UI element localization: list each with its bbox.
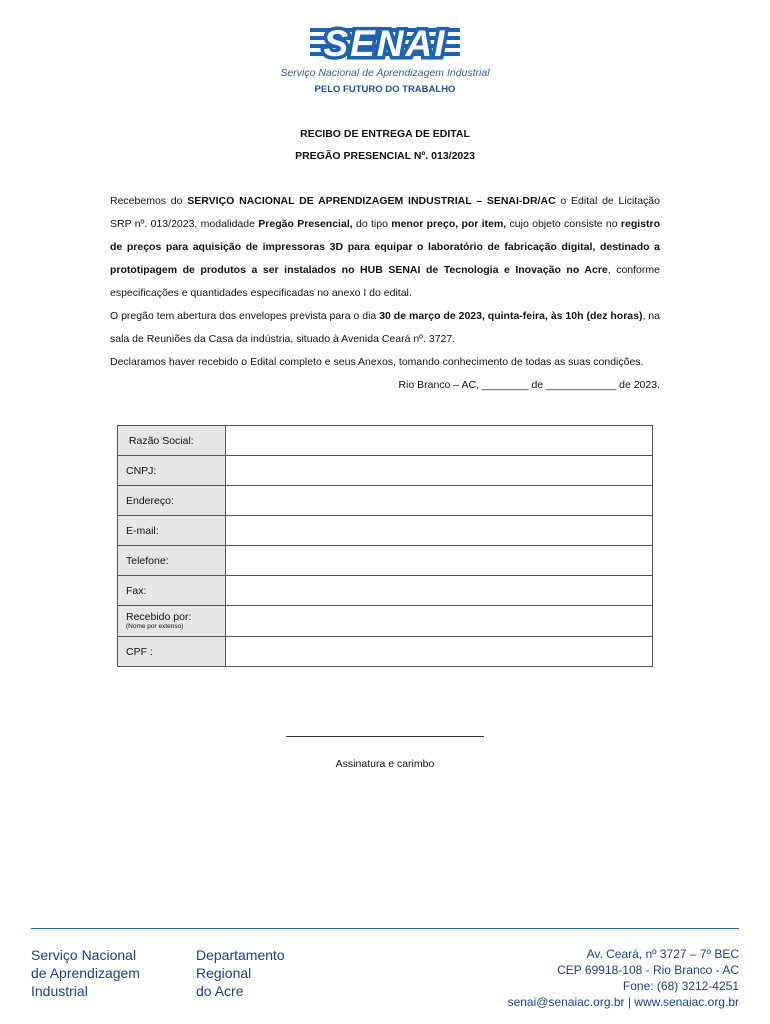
- signature-line: [286, 736, 484, 737]
- paragraph-declaration: Declaramos haver recebido o Edital completo e seus Anexos, tomando conhecimento de todas as suas condições.: [110, 356, 644, 368]
- form-row-recebido-por: [118, 606, 653, 637]
- label-fax: Fax:: [118, 576, 226, 606]
- footer-department: Departamento Regional do Acre: [196, 947, 285, 999]
- footer-address: Av. Ceará, nº 3727 – 7º BEC: [586, 947, 739, 961]
- label-cnpj: CNPJ:: [118, 456, 226, 486]
- document-body: [110, 190, 660, 397]
- field-cnpj[interactable]: [226, 456, 653, 486]
- senai-logo: [310, 23, 460, 64]
- logo-tagline: PELO FUTURO DO TRABALHO: [314, 84, 456, 95]
- document-subtitle: PREGÃO PRESENCIAL Nº. 013/2023: [295, 150, 475, 162]
- footer-contact: [508, 946, 739, 1010]
- note-nome-por-extenso: (Nome por extenso): [126, 623, 184, 630]
- field-telefone[interactable]: [226, 546, 653, 576]
- label-telefone: Telefone:: [118, 546, 226, 576]
- field-fax[interactable]: [226, 576, 653, 606]
- logo-text: SENAI: [323, 23, 447, 64]
- footer-phone: Fone: (68) 3212-4251: [622, 979, 739, 993]
- label-email: E-mail:: [118, 516, 226, 546]
- label-recebido-por: Recebido por: (Nome por extenso): [118, 606, 226, 637]
- paragraph-opening: O pregão tem abertura dos envelopes prevista para o dia 30 de março de 2023, quinta-feira, às 10h (dez horas), na sala de Reuniões da Casa da indústria, situado à Avenida Ceará nº. 3727.: [110, 310, 660, 345]
- footer-cep: CEP 69918-108 - Rio Branco - AC: [557, 963, 739, 977]
- form-row-fax: [118, 576, 653, 606]
- signature-label: Assinatura e carimbo: [335, 758, 435, 770]
- field-razao-social[interactable]: [226, 426, 653, 456]
- field-endereco[interactable]: [226, 486, 653, 516]
- logo-subtitle: Serviço Nacional de Aprendizagem Industrial: [280, 67, 490, 79]
- footer-email-website: senai@senaiac.org.br | www.senaiac.org.br: [507, 995, 739, 1009]
- label-endereco: Endereço:: [118, 486, 226, 516]
- footer-institution: Serviço Nacional de Aprendizagem Industrial: [31, 947, 140, 999]
- footer-divider: [31, 928, 739, 929]
- form-row-cnpj: [118, 456, 653, 486]
- recipient-form: [117, 425, 653, 667]
- label-cpf: CPF :: [118, 637, 226, 667]
- field-email[interactable]: [226, 516, 653, 546]
- form-row-email: [118, 516, 653, 546]
- document-title: RECIBO DE ENTREGA DE EDITAL: [300, 128, 470, 140]
- form-row-cpf: [118, 637, 653, 667]
- label-razao-social: Razão Social:: [118, 426, 226, 456]
- form-row-razao-social: [118, 426, 653, 456]
- paragraph-receipt: Recebemos do SERVIÇO NACIONAL DE APRENDIZAGEM INDUSTRIAL – SENAI-DR/AC o Edital de Licitação SRP nº. 013/2023, modalidade Pregão Presencial, do tipo menor preço, por item, cujo objeto consiste no registro de preços para aquisição de impressoras 3D para equipar o laboratório de fabricação digital, destinado a prototipagem de produtos a ser instalados no HUB SENAI de Tecnologia e Inovação no Acre, conforme especificações e quantidades especificadas no anexo I do edital.: [110, 195, 660, 299]
- form-row-endereco: [118, 486, 653, 516]
- date-line: Rio Branco – AC, ________ de ____________ de 2023.: [398, 379, 660, 391]
- field-cpf[interactable]: [226, 637, 653, 667]
- field-recebido-por[interactable]: [226, 606, 653, 637]
- form-row-telefone: [118, 546, 653, 576]
